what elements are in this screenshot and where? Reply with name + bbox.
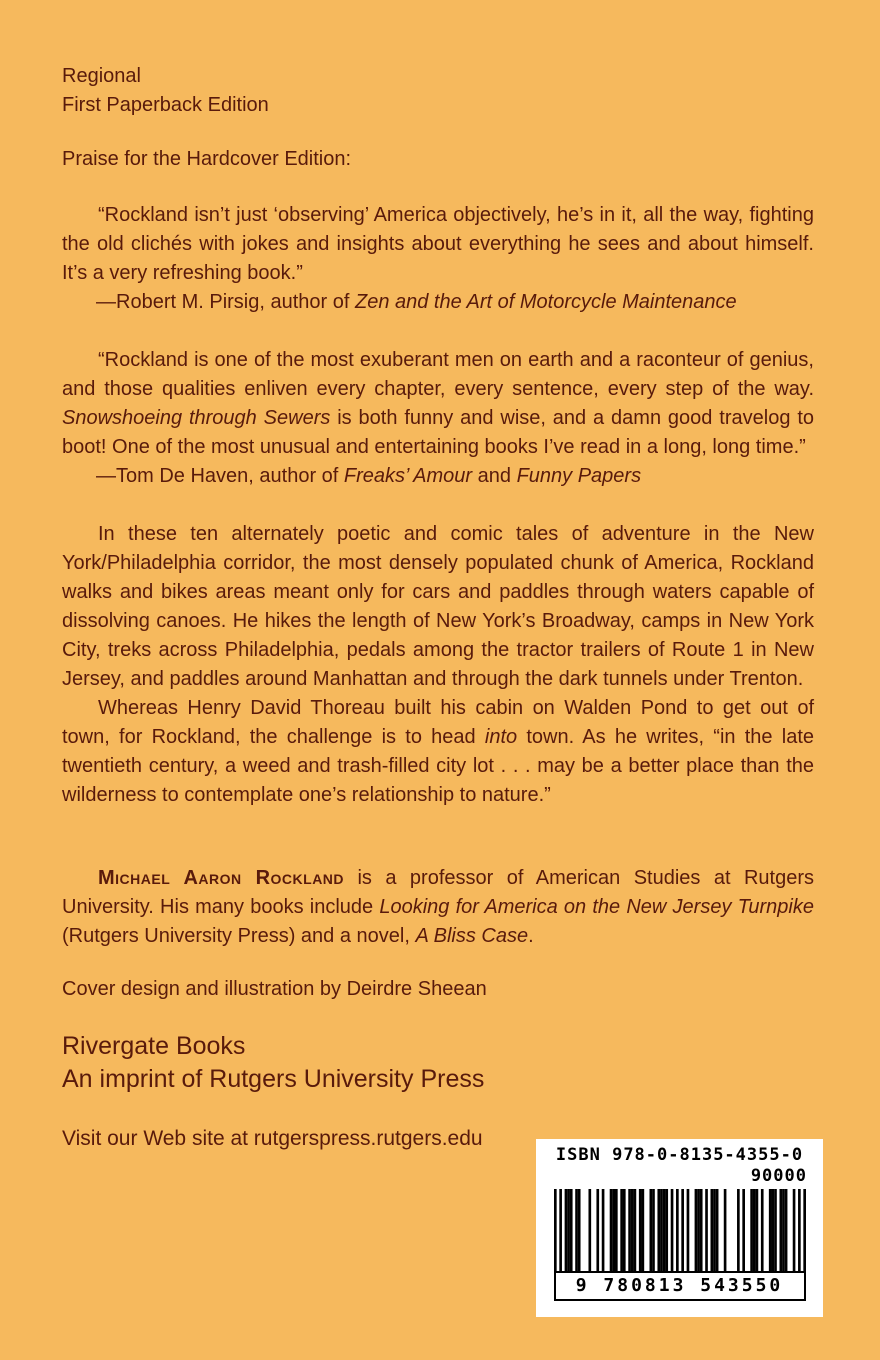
bio-segment: (Rutgers University Press) and a novel, bbox=[62, 925, 416, 947]
praise-heading: Praise for the Hardcover Edition: bbox=[62, 148, 352, 170]
attribution-text: —Tom De Haven, author of bbox=[96, 465, 344, 487]
publisher-name: Rivergate Books bbox=[62, 1032, 246, 1060]
bio-book-title: A Bliss Case bbox=[415, 925, 529, 947]
quote-segment: is both funny and wise, and a damn good travelog to boot! One of the most unusual and entertaining books I’ve read in a long, long time.” bbox=[62, 407, 814, 458]
synopsis-segment: Whereas Henry David Thoreau built his cabin on Walden Pond to get out of town, for Rockland, the challenge is to head bbox=[62, 697, 814, 748]
category-block bbox=[62, 62, 814, 120]
synopsis-paragraph-1: In these ten alternately poetic and comic tales of adventure in the New York/Philadelphia corridor, the most densely populated chunk of America, Rockland walks and bikes areas meant only for cars and paddles through waters capable of dissolving canoes. He hikes the length of New York’s Broadway, camps in New York City, treks across Philadelphia, pedals among the tractor trailers of Route 1 in New Jersey, and paddles around Manhattan and through the dark tunnels under Trenton. bbox=[62, 523, 814, 690]
barcode-bars bbox=[554, 1189, 806, 1271]
price-code: 90000 bbox=[750, 1166, 807, 1186]
category-label: Regional bbox=[62, 65, 141, 87]
bio-segment: is a professor of American Studies at Rutgers University. His many books include bbox=[62, 867, 814, 918]
author-name: Michael Aaron Rockland bbox=[98, 867, 345, 889]
author-bio bbox=[62, 864, 814, 951]
bio-segment: . bbox=[528, 925, 534, 947]
attribution-book-title: Zen and the Art of Motorcycle Maintenance bbox=[354, 291, 737, 313]
imprint-line: An imprint of Rutgers University Press bbox=[62, 1065, 485, 1093]
publisher-block bbox=[62, 1030, 814, 1096]
attribution-book-title: Freaks’ Amour bbox=[343, 465, 473, 487]
emphasis-word: into bbox=[484, 726, 518, 748]
synopsis bbox=[62, 520, 814, 810]
attribution-book-title: Funny Papers bbox=[516, 465, 642, 487]
quote-dehaven-text bbox=[62, 346, 814, 462]
synopsis-paragraph-2 bbox=[62, 694, 814, 810]
quote-dehaven bbox=[62, 346, 814, 491]
quote-pirsig-text: “Rockland isn’t just ‘observing’ America objectively, he’s in it, all the way, fighting the old clichés with jokes and insights about everything he sees and about himself. It’s a very refreshing book.” bbox=[62, 204, 814, 284]
bio-book-title: Looking for America on the New Jersey Turnpike bbox=[379, 896, 814, 918]
quote-pirsig-attribution bbox=[62, 288, 814, 317]
quote-pirsig bbox=[62, 201, 814, 317]
attribution-text: and bbox=[472, 465, 517, 487]
book-title-italic: Snowshoeing through Sewers bbox=[62, 407, 331, 429]
website-line: Visit our Web site at rutgerspress.rutgers.edu bbox=[62, 1127, 483, 1150]
barcode-panel bbox=[536, 1139, 823, 1317]
cover-credit: Cover design and illustration by Deirdre Sheean bbox=[62, 978, 487, 1000]
attribution-text: —Robert M. Pirsig, author of bbox=[96, 291, 355, 313]
quote-segment: “Rockland is one of the most exuberant men on earth and a raconteur of genius, and those qualities enliven every chapter, every sentence, every step of the way. bbox=[62, 349, 814, 400]
quote-dehaven-attribution bbox=[62, 462, 814, 491]
edition-label: First Paperback Edition bbox=[62, 94, 269, 116]
isbn-label: ISBN 978-0-8135-4355-0 bbox=[555, 1145, 804, 1165]
barcode-digits: 9 780813 543550 bbox=[554, 1271, 806, 1301]
synopsis-segment: town. As he writes, “in the late twentieth century, a weed and trash-filled city lot . . . may be a better place than the wilderness to contemplate one’s relationship to nature.” bbox=[62, 726, 814, 806]
